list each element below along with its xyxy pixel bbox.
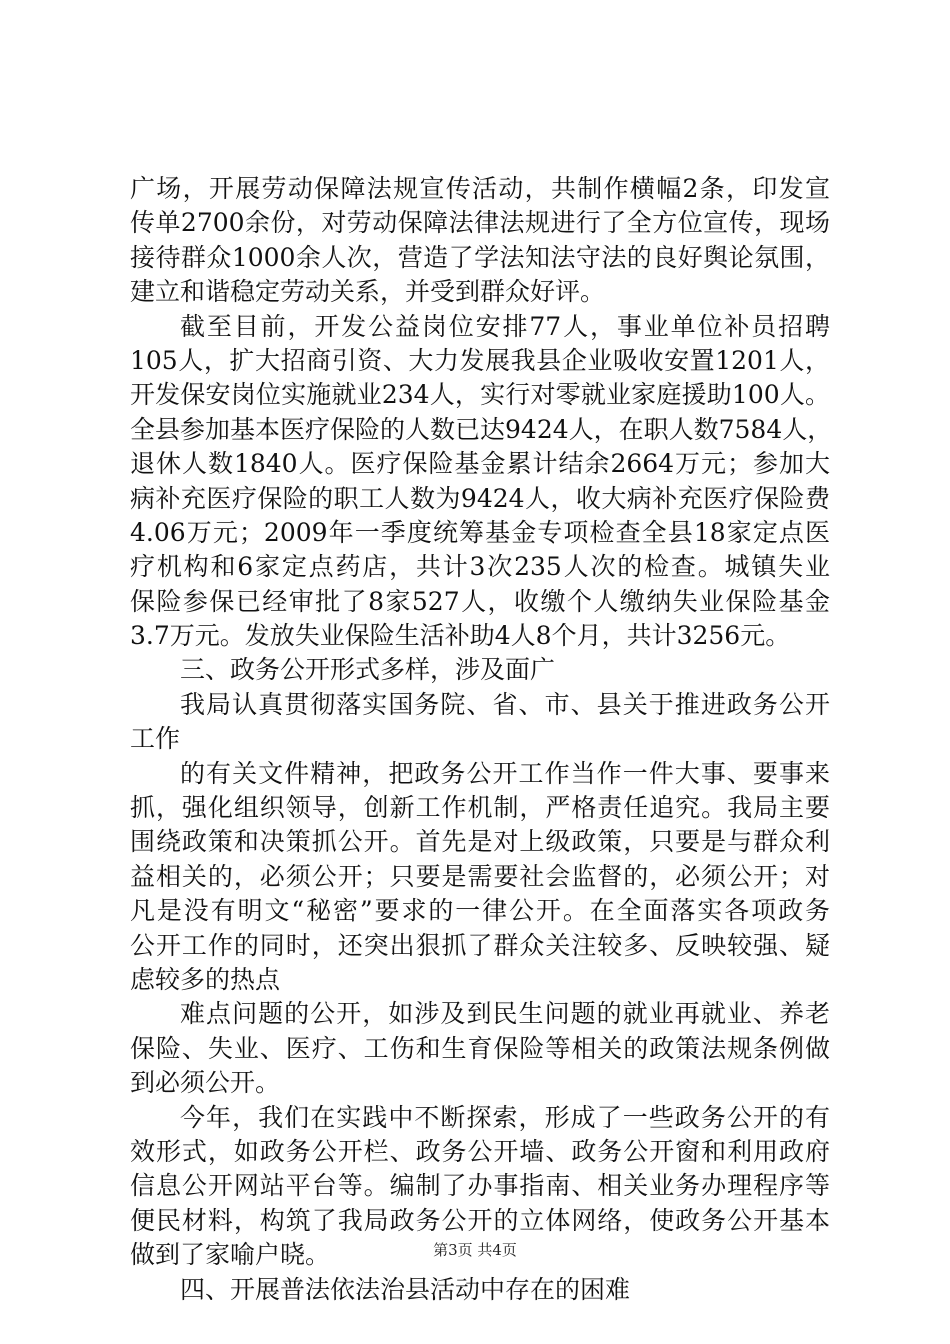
- text-line: 广场，开展劳动保障法规宣传活动，共制作横幅2条，印发宣: [130, 174, 830, 203]
- text-line: 今年，我们在实践中不断探索，形成了一些政务公开的有: [180, 1102, 830, 1132]
- text-line: 效形式，如政务公开栏、政务公开墙、政务公开窗和利用政府: [130, 1136, 830, 1166]
- text-line: 益相关的，必须公开；只要是需要社会监督的，必须公开；对: [130, 861, 830, 891]
- text-line: 信息公开网站平台等。编制了办事指南、相关业务办理程序等: [130, 1171, 830, 1201]
- text-line: 凡是没有明文“秘密”要求的一律公开。在全面落实各项政务: [130, 896, 830, 926]
- text-line: 的有关文件精神，把政务公开工作当作一件大事、要事来: [180, 758, 830, 788]
- text-line: 4.06万元；2009年一季度统筹基金专项检查全县18家定点医: [130, 517, 830, 547]
- text-line: 工作: [130, 724, 181, 754]
- text-line: 3.7万元。发放失业保险生活补助4人8个月，共计3256元。: [130, 621, 791, 651]
- text-line: 建立和谐稳定劳动关系，并受到群众好评。: [130, 277, 606, 307]
- text-line: 全县参加基本医疗保险的人数已达9424人，在职人数7584人，: [130, 414, 833, 444]
- text-line: 做到了家喻户晓。: [130, 1240, 331, 1270]
- text-line: 围绕政策和决策抓公开。首先是对上级政策，只要是与群众利: [130, 827, 830, 857]
- text-line: 便民材料，构筑了我局政务公开的立体网络，使政务公开基本: [130, 1205, 830, 1235]
- text-line: 退休人数1840人。医疗保险基金累计结余2664万元；参加大: [130, 449, 830, 479]
- text-line: 接待群众1000余人次，营造了学法知法守法的良好舆论氛围，: [130, 242, 830, 272]
- text-line: 疗机构和6家定点药店，共计3次235人次的检查。城镇失业: [130, 552, 830, 582]
- text-line: 难点问题的公开，如涉及到民生问题的就业再就业、养老: [180, 999, 830, 1029]
- text-line: 截至目前，开发公益岗位安排77人，事业单位补员招聘: [180, 311, 830, 341]
- text-line: 公开工作的同时，还突出狠抓了群众关注较多、反映较强、疑: [130, 930, 830, 960]
- text-line: 传单2700余份，对劳动保障法律法规进行了全方位宣传，现场: [130, 208, 830, 238]
- text-line: 病补充医疗保险的职工人数为9424人，收大病补充医疗保险费: [130, 483, 830, 513]
- text-line: 虑较多的热点: [130, 964, 281, 994]
- document-body: [130, 172, 833, 1307]
- text-line: 三、政务公开形式多样，涉及面广: [180, 655, 556, 685]
- text-line: 抓，强化组织领导，创新工作机制，严格责任追究。我局主要: [130, 793, 830, 823]
- text-line: 我局认真贯彻落实国务院、省、市、县关于推进政务公开: [180, 689, 830, 719]
- text-line: 四、开展普法依法治县活动中存在的困难: [180, 1274, 631, 1304]
- page-footer: 第3页 共4页: [433, 1241, 517, 1259]
- text-line: 保险、失业、医疗、工伤和生育保险等相关的政策法规条例做: [130, 1033, 830, 1063]
- text-line: 105人，扩大招商引资、大力发展我县企业吸收安置1201人，: [130, 345, 830, 375]
- text-line: 到必须公开。: [130, 1068, 281, 1098]
- text-line: 开发保安岗位实施就业234人，实行对零就业家庭援助100人。: [130, 380, 830, 410]
- text-line: 保险参保已经审批了8家527人，收缴个人缴纳失业保险基金: [130, 586, 830, 616]
